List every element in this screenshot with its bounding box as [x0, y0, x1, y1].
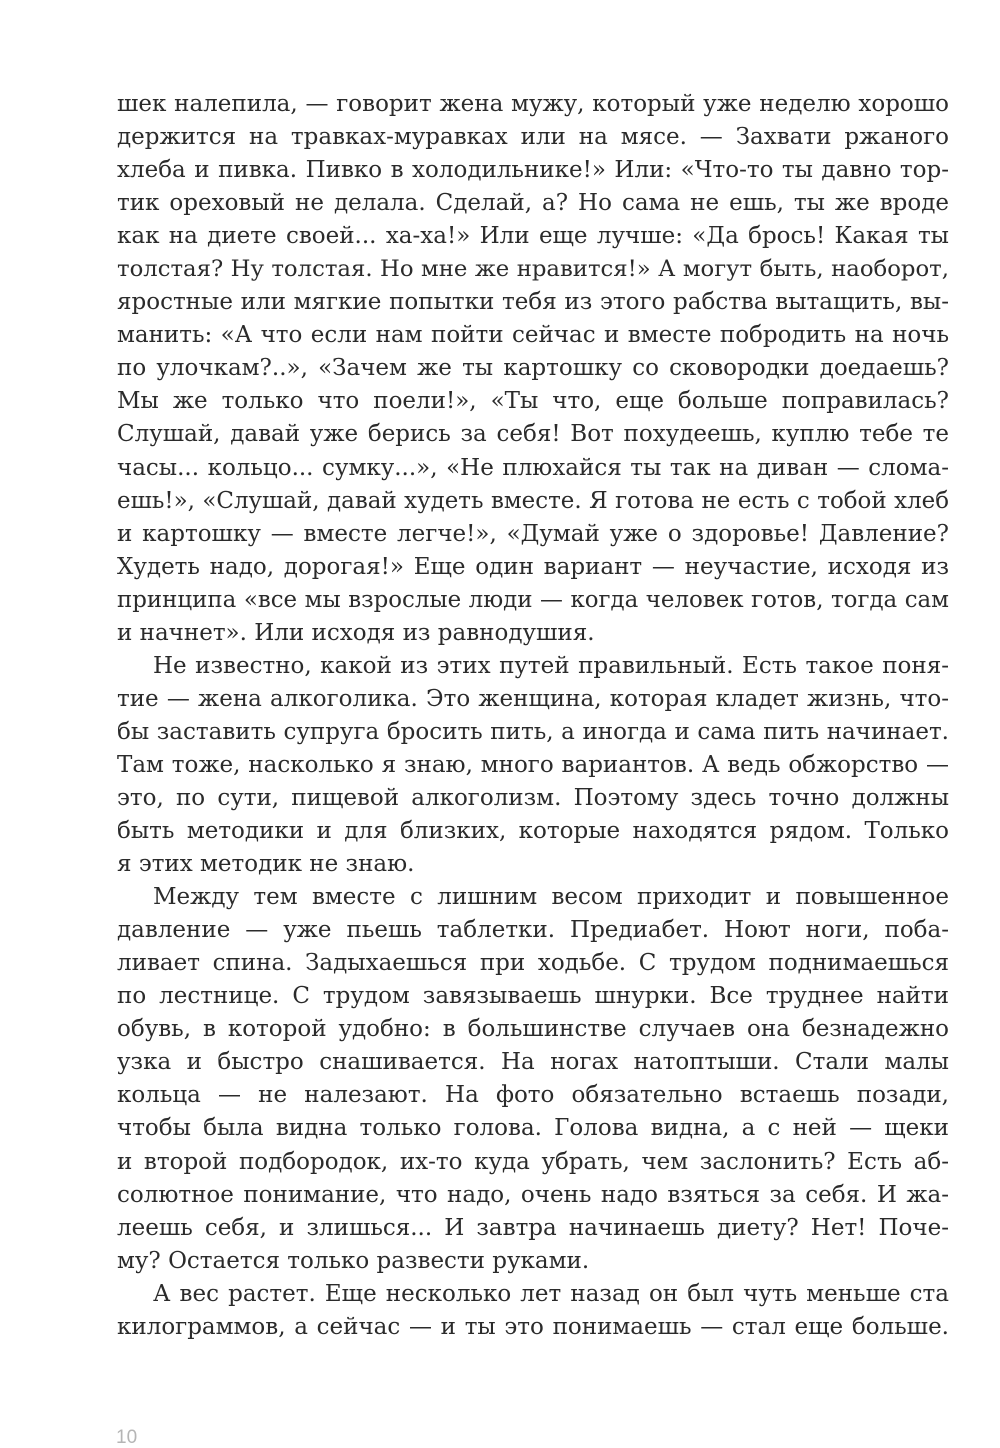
- text-line: ливает спина. Задыхаешься при ходьбе. С трудом поднимаешься: [117, 950, 949, 977]
- text-line: и картошку — вместе легче!», «Думай уже о здоровье! Давление?: [117, 520, 949, 547]
- text-line: Не известно, какой из этих путей правильный. Есть такое поня-: [153, 652, 949, 679]
- text-line: Слушай, давай уже берись за себя! Вот похудеешь, куплю тебе те: [117, 421, 949, 448]
- text-line: яростные или мягкие попытки тебя из этого рабства вытащить, вы-: [117, 289, 949, 316]
- paragraph: [117, 88, 949, 650]
- text-line: му? Остается только развести руками.: [117, 1247, 590, 1274]
- text-line: леешь себя, и злишься... И завтра начинаешь диету? Нет! Поче-: [117, 1214, 949, 1241]
- text-line: я этих методик не знаю.: [117, 851, 415, 878]
- text-line: по улочкам?..», «Зачем же ты картошку со сковородки доедаешь?: [117, 355, 949, 382]
- text-line: А вес растет. Еще несколько лет назад он был чуть меньше ста: [153, 1280, 949, 1307]
- text-line: обувь, в которой удобно: в большинстве случаев она безнадежно: [117, 1016, 949, 1043]
- body-text: [117, 88, 949, 1344]
- page-number: 10: [116, 1427, 138, 1448]
- text-line: и второй подбородок, их-то куда убрать, чем заслонить? Есть аб-: [117, 1148, 949, 1175]
- text-line: шек налепила, — говорит жена мужу, который уже неделю хорошо: [117, 91, 949, 117]
- text-line: хлеба и пивка. Пивко в холодильнике!» Или: «Что-то ты давно тор-: [117, 157, 949, 184]
- text-line: чтобы была видна только голова. Голова видна, а с ней — щеки: [117, 1115, 949, 1142]
- paragraph: [117, 650, 949, 881]
- text-line: это, по сути, пищевой алкоголизм. Поэтому здесь точно должны: [117, 784, 949, 811]
- paragraph: [117, 1278, 949, 1344]
- text-line: как на диете своей... ха-ха!» Или еще лучше: «Да брось! Какая ты: [117, 223, 949, 250]
- text-line: и начнет». Или исходя из равнодушия.: [117, 619, 595, 646]
- text-line: принципа «все мы взрослые люди — когда человек готов, тогда сам: [117, 586, 949, 613]
- text-line: Между тем вместе с лишним весом приходит и повышенное: [153, 884, 949, 911]
- text-line: ешь!», «Слушай, давай худеть вместе. Я готова не есть с тобой хлеб: [117, 487, 949, 514]
- text-line: килограммов, а сейчас — и ты это понимаешь — стал еще больше.: [117, 1313, 949, 1340]
- text-line: давление — уже пьешь таблетки. Предиабет. Ноют ноги, поба-: [117, 917, 949, 944]
- text-line: Там тоже, насколько я знаю, много вариантов. А ведь обжорство —: [117, 751, 949, 778]
- paragraph: [117, 881, 949, 1278]
- text-line: толстая? Ну толстая. Но мне же нравится!» А могут быть, наоборот,: [117, 256, 949, 283]
- text-line: быть методики и для близких, которые находятся рядом. Только: [117, 818, 949, 845]
- text-line: солютное понимание, что надо, очень надо взяться за себя. И жа-: [117, 1181, 949, 1208]
- text-line: часы... кольцо... сумку...», «Не плюхайся ты так на диван — слома-: [117, 454, 949, 481]
- text-line: Худеть надо, дорогая!» Еще один вариант — неучастие, исходя из: [117, 553, 949, 580]
- text-line: бы заставить супруга бросить пить, а иногда и сама пить начинает.: [117, 718, 949, 745]
- text-line: Мы же только что поели!», «Ты что, еще больше поправилась?: [117, 388, 949, 415]
- text-line: узка и быстро снашивается. На ногах натоптыши. Стали малы: [117, 1049, 949, 1076]
- text-line: манить: «А что если нам пойти сейчас и вместе побродить на ночь: [117, 322, 949, 349]
- text-line: держится на травках-муравках или на мясе. — Захвати ржаного: [117, 124, 949, 151]
- text-line: кольца — не налезают. На фото обязательно встаешь позади,: [117, 1082, 949, 1109]
- text-line: тик ореховый не делала. Сделай, а? Но сама не ешь, ты же вроде: [117, 190, 949, 217]
- text-line: по лестнице. С трудом завязываешь шнурки. Все труднее найти: [117, 983, 949, 1010]
- text-line: тие — жена алкоголика. Это женщина, которая кладет жизнь, что-: [117, 685, 949, 712]
